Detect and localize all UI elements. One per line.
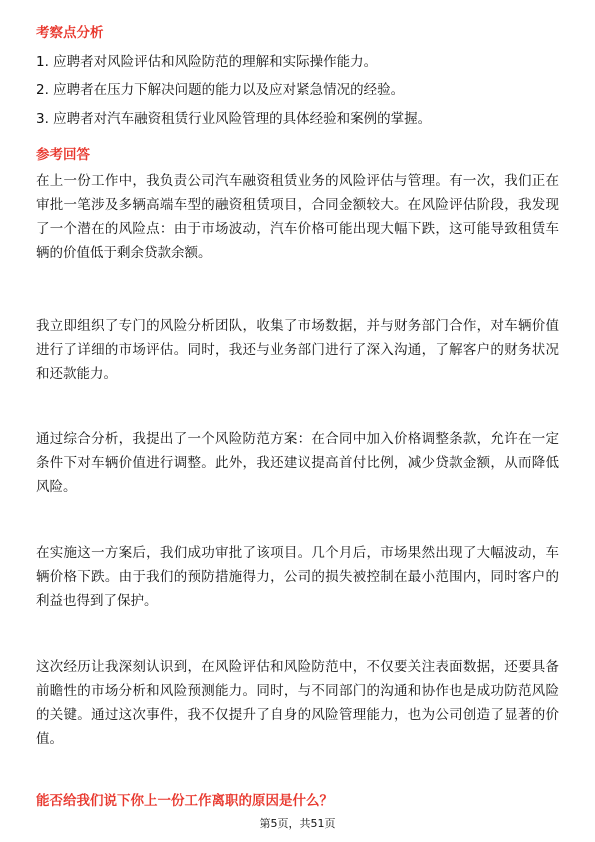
answer-paragraph-4: 在实施这一方案后，我们成功审批了该项目。几个月后，市场果然出现了大幅波动，车辆价格下跌。由于我们的预防措施得力，公司的损失被控制在最小范围内，同时客户的利益也得到了保护。 — [36, 545, 559, 609]
analysis-point-3: 3. 应聘者对汽车融资租赁行业风险管理的具体经验和案例的掌握。 — [36, 111, 432, 127]
page-number-footer: 第5页，共51页 — [259, 817, 336, 830]
answer-heading: 参考回答 — [36, 147, 90, 163]
answer-paragraph-1: 在上一份工作中，我负责公司汽车融资租赁业务的风险评估与管理。有一次，我们正在审批一笔涉及多辆高端车型的融资租赁项目，合同金额较大。在风险评估阶段，我发现了一个潜在的风险点：由于市场波动，汽车价格可能出现大幅下跌，这可能导致租赁车辆的价值低于剩余贷款余额。 — [36, 173, 559, 261]
analysis-heading: 考察点分析 — [36, 25, 104, 41]
analysis-point-2: 2. 应聘者在压力下解决问题的能力以及应对紧急情况的经验。 — [36, 82, 405, 98]
next-question-heading: 能否给我们说下你上一份工作离职的原因是什么？ — [36, 793, 333, 809]
answer-paragraph-3: 通过综合分析，我提出了一个风险防范方案：在合同中加入价格调整条款，允许在一定条件下对车辆价值进行调整。此外，我还建议提高首付比例，减少贷款金额，从而降低风险。 — [36, 431, 559, 495]
analysis-point-1: 1. 应聘者对风险评估和风险防范的理解和实际操作能力。 — [36, 54, 378, 70]
answer-paragraph-5: 这次经历让我深刻认识到，在风险评估和风险防范中，不仅要关注表面数据，还要具备前瞻性的市场分析和风险预测能力。同时，与不同部门的沟通和协作也是成功防范风险的关键。通过这次事件，我不仅提升了自身的风险管理能力，也为公司创造了显著的价值。 — [36, 659, 559, 747]
answer-paragraph-2: 我立即组织了专门的风险分析团队，收集了市场数据，并与财务部门合作，对车辆价值进行了详细的市场评估。同时，我还与业务部门进行了深入沟通，了解客户的财务状况和还款能力。 — [36, 318, 559, 382]
